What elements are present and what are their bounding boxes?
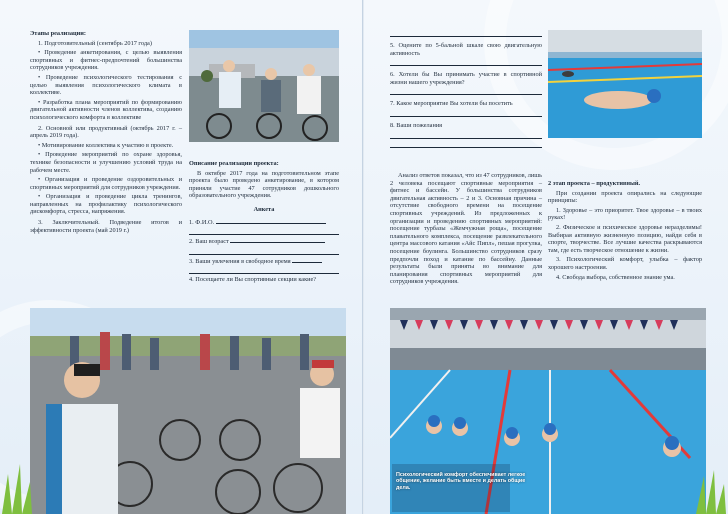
questionnaire-item: 5. Оцените по 5-бальной шкале свою двигательную активность bbox=[390, 42, 542, 57]
answer-line bbox=[216, 218, 326, 224]
swimming-photo bbox=[548, 30, 702, 138]
questionnaire-continued-column bbox=[390, 30, 542, 150]
answer-line bbox=[390, 110, 542, 117]
answer-line bbox=[390, 30, 542, 37]
stage2-intro: При создании проекта опирались на следующие принципы: bbox=[548, 189, 702, 205]
description-title: Описание реализации проекта: bbox=[189, 160, 279, 167]
stage1-title: 1. Подготовительный (сентябрь 2017 года) bbox=[38, 39, 152, 47]
answer-line bbox=[390, 141, 542, 148]
stages-column bbox=[30, 30, 182, 236]
stage2-item: • Проведение мероприятий по охране здоровья, технике безопасности и улучшению условий труда на рабочем месте. bbox=[30, 151, 182, 174]
swimming-photo-graphic bbox=[548, 30, 702, 138]
principle-item: 1. Здоровье – это приоритет. Твое здоровье – в твоих руках! bbox=[548, 206, 702, 222]
principles-column bbox=[548, 150, 702, 283]
answer-line bbox=[390, 88, 542, 95]
stage1-item: • Проведение психологического тестирования с целью выявления психологического климата в коллективе. bbox=[30, 73, 182, 97]
analysis-text: Анализ ответов показал, что из 47 сотрудников, лишь 2 человека посещают спортивные мероприятия – фитнес и бассейн. У большинства сотрудников двигательная активность – 2 и 3. Основная причина – отсутствие свободного времени на посещение спортивных учреждений. Из предложенных к организации и проведению спортивных мероприятий: посещение турбазы «Жемчужная роща», посещение плавательного комплекса, посещение развлекательного центра массового катания «Айс Пипл», пешая прогулка, посещение боулинга. Большинство сотрудников сразу предпочли поход и катание по бассейну. Данные результаты были приняты во внимание для планирования спортивных мероприятий для сотрудников учреждения. bbox=[390, 172, 542, 286]
description-column bbox=[189, 160, 339, 286]
group-cycling-photo bbox=[30, 308, 346, 514]
answer-line bbox=[189, 248, 339, 255]
questionnaire-item: 6. Хотели бы Вы принимать участие в спортивной жизни нашего учреждения? bbox=[390, 71, 542, 86]
questionnaire-item: 1. Ф.И.О. bbox=[189, 218, 339, 227]
principle-item: 2. Физическое и психическое здоровье неразделимы! Выбирая активную жизненную позицию, найди себя в спорте, творчестве. Все лучшие качества раскрываются там, где есть творческое отношение к жизни. bbox=[548, 223, 702, 254]
questionnaire-item: 2. Ваш возраст bbox=[189, 237, 339, 246]
stage1-item: • Проведение анкетирования, с целью выявления спортивных и фитнес-предпочтений большинства сотрудников учреждения. bbox=[30, 49, 182, 72]
questionnaire-item: 3. Ваши увлечения в свободное время bbox=[189, 257, 339, 266]
principle-item: 4. Свобода выбора, собственное знание ума. bbox=[556, 273, 675, 281]
grass-decoration bbox=[694, 464, 728, 514]
answer-line bbox=[189, 228, 339, 235]
stage2-item: • Организация и проведение оздоровительных и спортивных мероприятий для сотрудников учреждения. bbox=[30, 176, 182, 191]
answer-line bbox=[390, 132, 542, 139]
group-cycling-photo-graphic bbox=[30, 308, 346, 514]
stage1-item: • Разработка плана мероприятий по формированию двигательной активности членов коллектива, созданию психологического комфорта в коллективе bbox=[30, 98, 182, 121]
cyclists-photo bbox=[189, 30, 339, 142]
right-page bbox=[364, 0, 728, 514]
questionnaire-item: 8. Ваши пожелания bbox=[390, 121, 443, 129]
answer-line bbox=[292, 257, 322, 263]
stages-heading: Этапы реализации: bbox=[30, 30, 86, 37]
stage2-item: • Мотивирование коллектива к участию в проекте. bbox=[38, 141, 174, 149]
answer-line bbox=[230, 237, 325, 243]
answer-line bbox=[390, 59, 542, 66]
questionnaire-title: Анкета bbox=[253, 205, 275, 213]
questionnaire-item: 4. Посещаете ли Вы спортивные секции какие? bbox=[189, 276, 317, 284]
stage3-title: 3. Заключительный. Подведение итогов и эффективности проекта (май 2019 г.) bbox=[30, 219, 182, 234]
analysis-column bbox=[390, 172, 542, 288]
stage2-item: • Организация и проведение цикла тренингов, направленных на профилактику психологического дискомфорта, стресса, напряжения. bbox=[30, 193, 182, 216]
answer-line bbox=[189, 267, 339, 274]
principle-item: 3. Психологический комфорт, улыбка – фактор хорошего настроения. bbox=[548, 256, 702, 271]
pool-photo-caption: Психологический комфорт обеспечивает легкое общение, желание быть вместе и делать общие дела. bbox=[396, 472, 526, 491]
questionnaire-item: 7. Какое мероприятие Вы хотели бы посетить bbox=[390, 100, 513, 108]
description-text: В октябре 2017 года на подготовительном этапе проекта было проведено анкетирование, в котором приняли участие 47 сотрудников дошкольного образовательного учреждения. bbox=[189, 169, 339, 200]
cyclists-photo-graphic bbox=[189, 30, 339, 142]
grass-decoration bbox=[0, 454, 50, 514]
stage2-heading: 2 этап проекта – продуктивный. bbox=[548, 180, 641, 187]
stage2-title: 2. Основной или продуктивный (октябрь 2017 г. – апрель 2019 года). bbox=[30, 124, 182, 140]
